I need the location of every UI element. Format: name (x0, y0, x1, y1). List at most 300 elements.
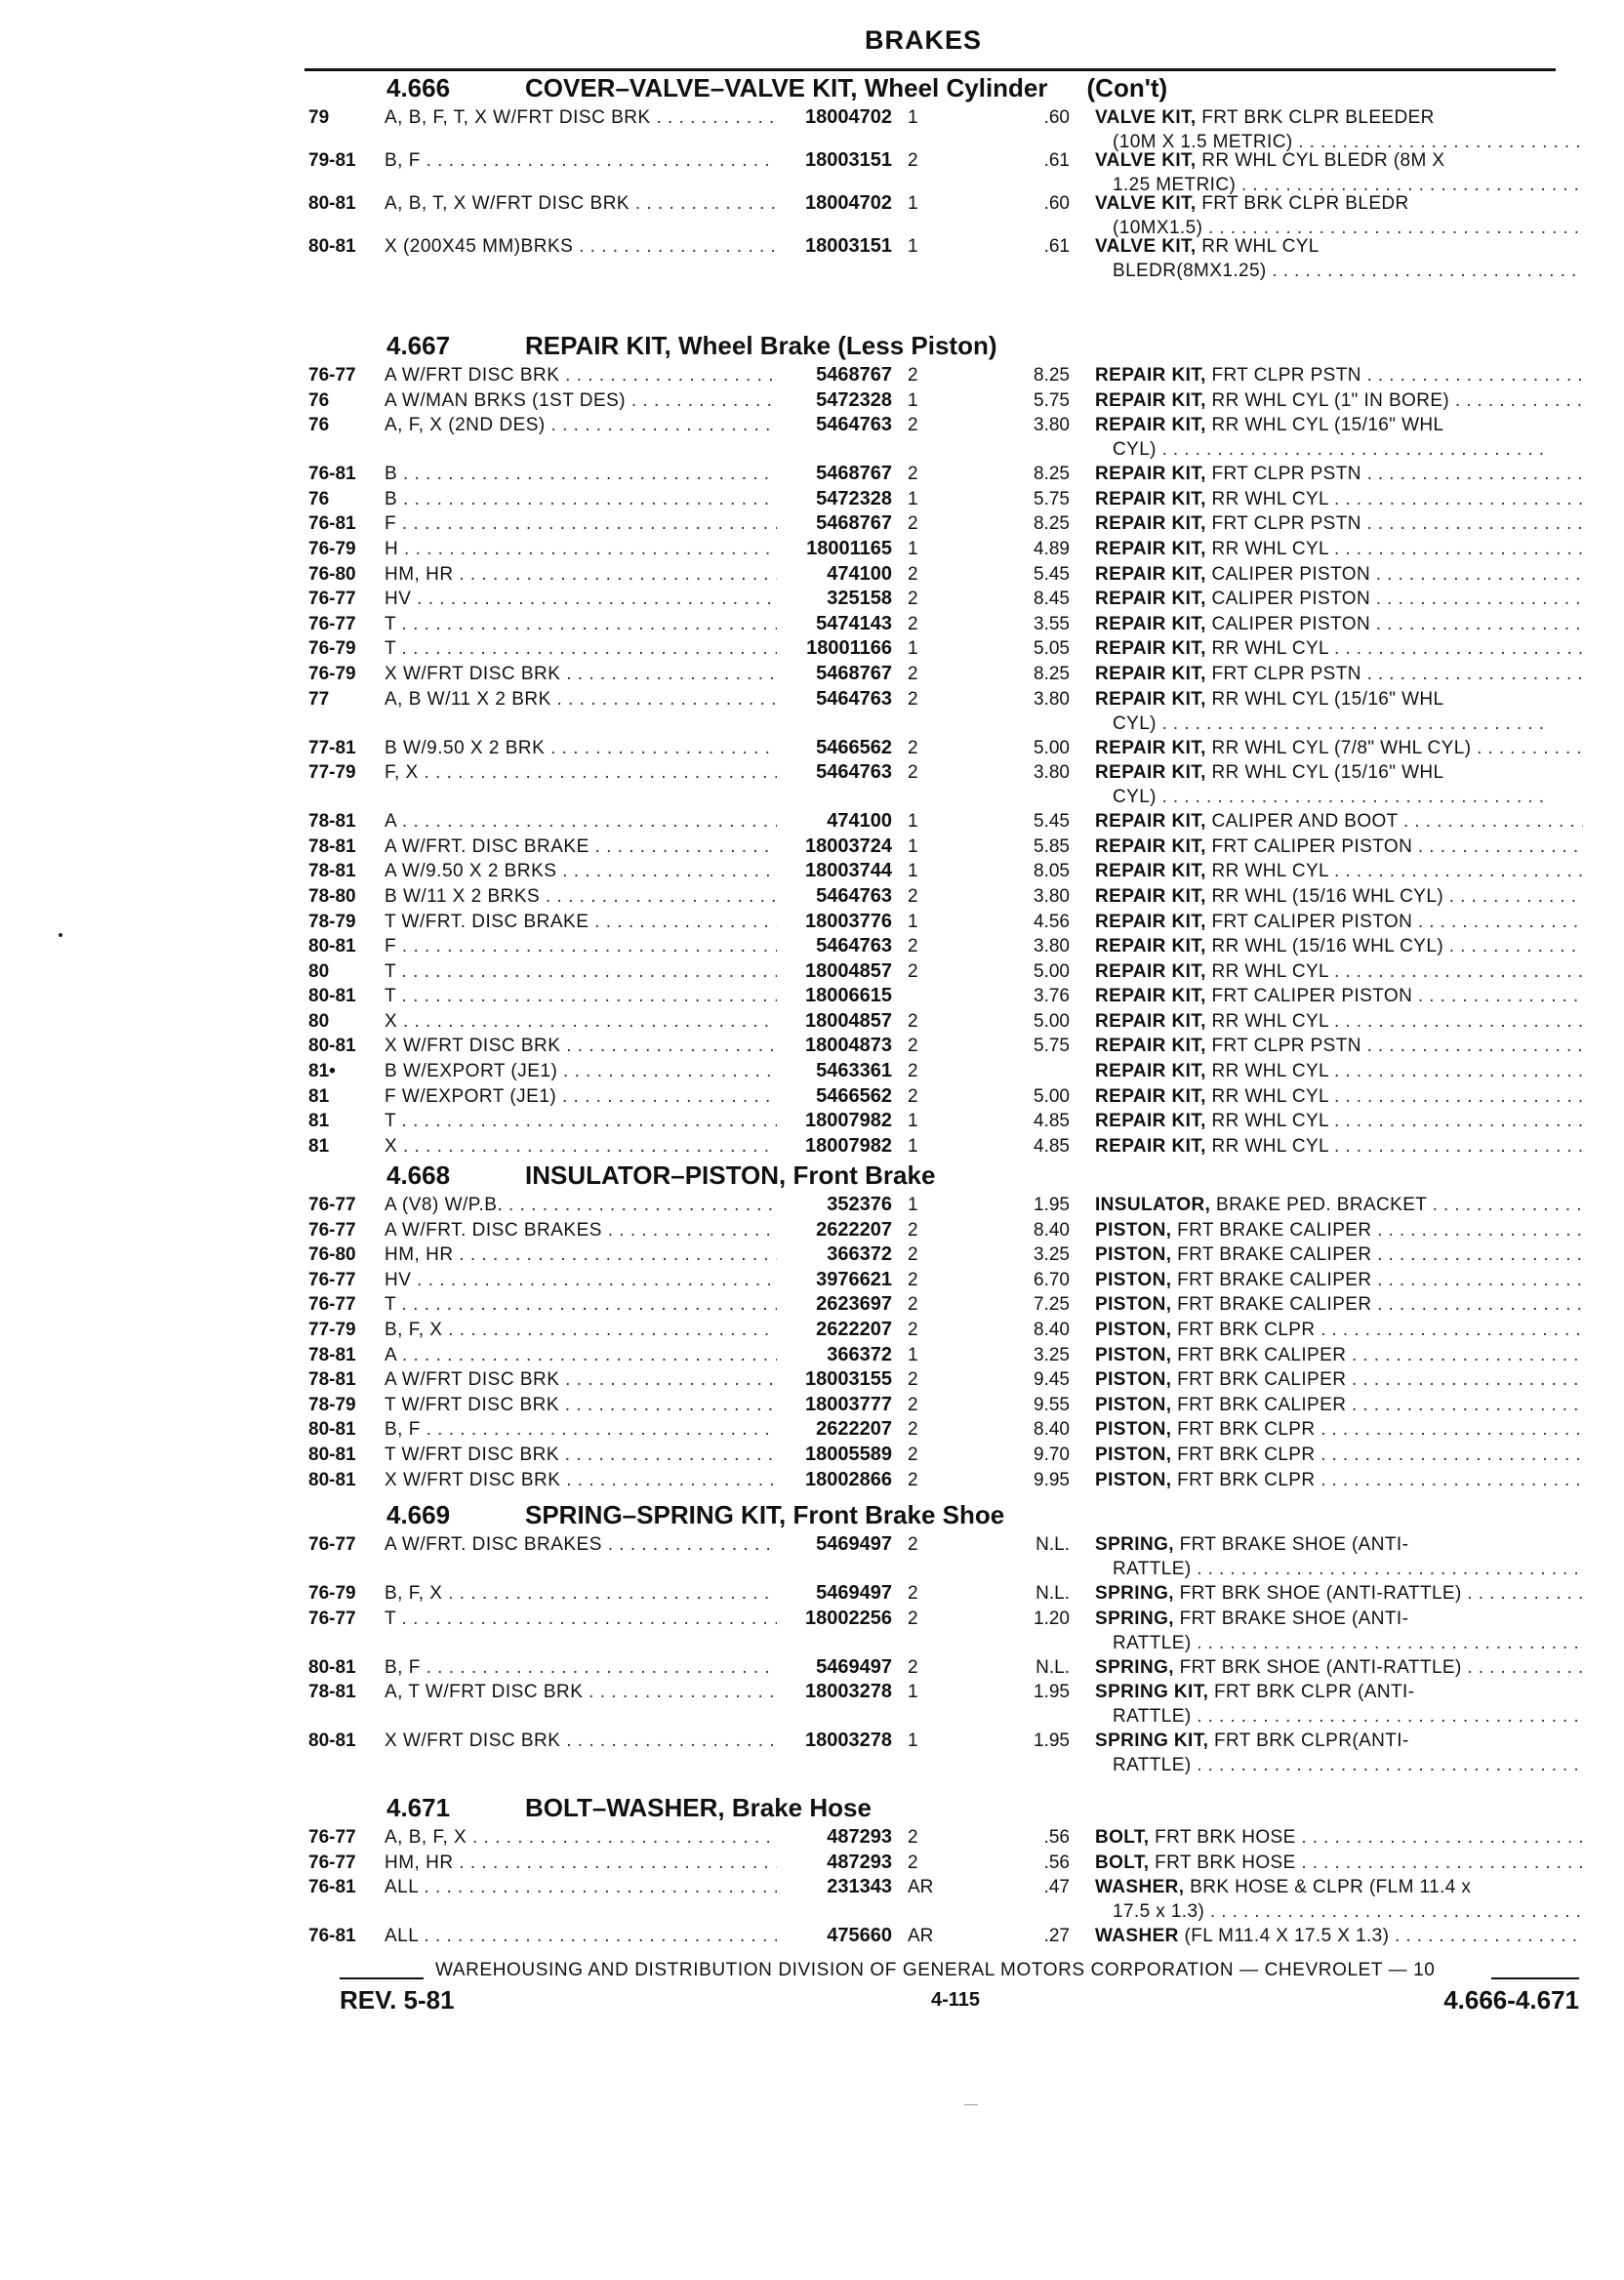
part-number: 5464763 (816, 935, 892, 957)
table-row (308, 1109, 1577, 1134)
part-name-line (1095, 1268, 1583, 1292)
section-number: 4.669 (386, 1500, 451, 1529)
model-year: 77 (308, 688, 330, 710)
part-name-detail: FRT BRK CLPR (1171, 1444, 1316, 1465)
model-description: B W/9.50 X 2 BRK . . . (385, 736, 777, 760)
part-name-bold: REPAIR KIT, (1095, 885, 1206, 907)
part-name-continuation: BLEDR(8MX1.25) . . . (1095, 259, 1583, 283)
part-name-detail: RR WHL CYL BLEDR (8M X (1196, 150, 1445, 171)
price: 9.55 (1034, 1394, 1070, 1415)
part-number: 5466562 (816, 736, 892, 758)
quantity: 2 (908, 1469, 918, 1490)
model-year: 76-77 (308, 1852, 356, 1873)
part-number: 231343 (827, 1876, 892, 1898)
part-name-bold: REPAIR KIT, (1095, 613, 1206, 634)
part-name-bold: REPAIR KIT, (1095, 861, 1206, 882)
part-number: 18002256 (805, 1607, 892, 1629)
part-name (1095, 1134, 1583, 1159)
part-number: 3976621 (816, 1268, 892, 1290)
quantity: 1 (908, 1135, 918, 1157)
part-number: 5469497 (816, 1533, 892, 1555)
part-name (1095, 487, 1583, 511)
quantity: 2 (908, 1294, 918, 1316)
quantity: 2 (908, 1219, 918, 1241)
price: 8.40 (1034, 1419, 1070, 1441)
model-description: A W/FRT. DISC BRAKES . . . (385, 1218, 777, 1242)
model-description: B . . . (385, 462, 777, 486)
section-title: SPRING–SPRING KIT, Front Brake Shoe (525, 1500, 1005, 1529)
part-name-line (1095, 1318, 1583, 1342)
price: 3.25 (1034, 1344, 1070, 1365)
price: 4.85 (1034, 1135, 1070, 1157)
catalog-section (308, 72, 1577, 281)
quantity: 2 (908, 936, 918, 957)
part-name-detail: FRT BRAKE CALIPER (1171, 1244, 1372, 1266)
part-name (1095, 612, 1583, 636)
part-name-continuation: 17.5 x 1.3) . . . (1095, 1899, 1583, 1924)
part-number: 5469497 (816, 1582, 892, 1604)
part-name-line (1095, 1292, 1583, 1317)
part-number: 5472328 (816, 487, 892, 509)
part-name-bold: VALVE KIT, (1095, 236, 1197, 257)
part-name-line (1095, 587, 1583, 611)
part-name-line (1095, 388, 1583, 413)
model-description: B, F . . . (385, 1417, 777, 1442)
part-name (1095, 562, 1583, 587)
part-name (1095, 1532, 1583, 1581)
part-name-bold: REPAIR KIT, (1095, 663, 1206, 684)
footer-publisher: WAREHOUSING AND DISTRIBUTION DIVISION OF GENERAL MOTORS CORPORATION — CHEVROLET — 10 (435, 1960, 1436, 1980)
quantity: 1 (908, 236, 918, 257)
price: 8.45 (1034, 589, 1070, 610)
model-year: 80-81 (308, 936, 356, 957)
part-name-line (1095, 1367, 1583, 1392)
part-number: 475660 (827, 1925, 892, 1947)
table-row (308, 1084, 1577, 1110)
model-year: 76-77 (308, 1195, 356, 1215)
model-year: 76-77 (308, 1269, 356, 1290)
model-year: 80 (308, 960, 330, 982)
quantity: 2 (908, 1534, 918, 1555)
table-row (308, 1851, 1577, 1876)
part-number: 18005589 (805, 1443, 892, 1465)
table-row (308, 984, 1577, 1009)
table-row (308, 1134, 1577, 1160)
quantity: 1 (908, 488, 918, 509)
part-name-line (1095, 959, 1583, 984)
table-row (308, 1468, 1577, 1493)
page-footer (340, 1960, 1579, 2018)
quantity: 2 (908, 365, 918, 386)
part-number: 18004702 (805, 106, 892, 128)
part-name-line (1095, 910, 1583, 934)
part-number: 18007982 (805, 1110, 892, 1132)
model-year: 76 (308, 389, 330, 411)
part-name-line (1095, 835, 1583, 859)
model-year: 77-81 (308, 737, 356, 758)
model-year: 78-81 (308, 811, 356, 833)
part-name-detail: FRT CLPR PSTN (1205, 1036, 1361, 1057)
part-name-line (1095, 1343, 1583, 1367)
part-number: 18001165 (806, 537, 892, 559)
model-description: X W/FRT DISC BRK . . . (385, 1034, 777, 1058)
part-name (1095, 736, 1583, 760)
model-year: 76-77 (308, 1827, 356, 1848)
price: 3.76 (1034, 986, 1070, 1007)
part-name (1095, 191, 1583, 240)
part-name-bold: REPAIR KIT, (1095, 415, 1206, 436)
part-name-detail: RR WHL (15/16 WHL CYL) (1205, 936, 1444, 957)
price: 9.95 (1034, 1469, 1070, 1490)
part-number: 18002866 (805, 1468, 892, 1490)
table-row (308, 511, 1577, 537)
table-row (308, 662, 1577, 687)
part-name-bold: SPRING KIT, (1095, 1682, 1209, 1703)
quantity: 2 (908, 464, 918, 485)
part-name-line (1095, 884, 1583, 909)
quantity: 1 (908, 861, 918, 882)
part-name-detail: RR WHL CYL (1205, 1135, 1329, 1157)
part-name-detail: FRT BRK HOSE (1149, 1827, 1296, 1848)
part-name-detail: RR WHL CYL (15/16" WHL (1205, 415, 1444, 436)
model-description: A W/9.50 X 2 BRKS . . . (385, 859, 777, 883)
model-year: 76-79 (308, 1583, 356, 1604)
part-name-detail: CALIPER AND BOOT (1205, 811, 1399, 833)
table-row (308, 1218, 1577, 1243)
part-name (1095, 1059, 1583, 1083)
part-name-continuation: 1.25 METRIC) . . . (1095, 173, 1583, 197)
quantity: 2 (908, 1269, 918, 1290)
part-number: 474100 (827, 810, 892, 833)
part-number: 352376 (827, 1194, 892, 1215)
part-name (1095, 1468, 1583, 1492)
price: 4.85 (1034, 1111, 1070, 1132)
quantity: 1 (908, 911, 918, 932)
part-name-bold: VALVE KIT, (1095, 150, 1197, 171)
part-name-line (1095, 934, 1583, 958)
part-number: 18004702 (805, 192, 892, 214)
table-row (308, 884, 1577, 910)
part-name-continuation: (10MX1.5) . . . (1095, 216, 1583, 240)
quantity: 2 (908, 563, 918, 585)
price: .27 (1043, 1926, 1070, 1947)
table-row (308, 636, 1577, 662)
price: .61 (1043, 236, 1070, 257)
part-name (1095, 1193, 1583, 1217)
table-row (308, 612, 1577, 637)
quantity: AR (908, 1877, 934, 1898)
part-name-detail: FRT BRK CLPR (1171, 1469, 1316, 1490)
part-name (1095, 1218, 1583, 1242)
model-year: 80-81 (308, 1036, 356, 1057)
part-name (1095, 1924, 1583, 1948)
table-row (308, 736, 1577, 761)
part-name-detail: BRAKE PED. BRACKET (1210, 1195, 1427, 1215)
quantity: 2 (908, 960, 918, 982)
table-row (308, 388, 1577, 414)
model-year: 76-79 (308, 538, 356, 559)
part-name-detail: RR WHL CYL (1205, 1010, 1329, 1032)
part-name (1095, 1607, 1583, 1655)
table-row (308, 1292, 1577, 1318)
model-year: 80-81 (308, 236, 356, 257)
price: 3.80 (1034, 688, 1070, 710)
part-name-detail: FRT BRK CLPR (ANTI- (1208, 1682, 1415, 1703)
part-name-detail: FRT CALIPER PISTON (1205, 911, 1413, 932)
part-number: 18006615 (805, 985, 892, 1007)
section-number: 4.668 (386, 1160, 451, 1190)
part-number: 18004857 (805, 1009, 892, 1032)
part-number: 18004857 (805, 959, 892, 982)
part-number: 18004873 (805, 1035, 892, 1057)
part-name-bold: REPAIR KIT, (1095, 1061, 1206, 1082)
part-name (1095, 934, 1583, 958)
part-number: 18003777 (805, 1393, 892, 1415)
part-name-detail: RR WHL CYL (1196, 236, 1320, 257)
part-name-line (1095, 1034, 1583, 1058)
price: 1.95 (1034, 1682, 1070, 1703)
part-number: 2622207 (816, 1418, 892, 1441)
part-name (1095, 1292, 1583, 1317)
part-name-line (1095, 462, 1583, 486)
part-name-bold: SPRING, (1095, 1608, 1174, 1629)
part-name-bold: REPAIR KIT, (1095, 365, 1206, 386)
part-name-detail: FRT BRK CLPR (1171, 1419, 1316, 1441)
model-description: B, F . . . (385, 148, 777, 173)
part-name-line (1095, 1134, 1583, 1159)
part-name-detail: FRT BRK CALIPER (1171, 1344, 1347, 1365)
model-description: ALL . . . (385, 1875, 777, 1899)
model-year: 80-81 (308, 986, 356, 1007)
price: 5.00 (1034, 960, 1070, 982)
part-number: 18001166 (806, 637, 892, 660)
quantity: 1 (908, 638, 918, 660)
table-row (308, 1443, 1577, 1468)
part-name (1095, 1009, 1583, 1034)
section-range: 4.666-4.671 (1443, 1985, 1579, 2015)
part-name-bold: REPAIR KIT, (1095, 936, 1206, 957)
price: 4.89 (1034, 538, 1070, 559)
model-description: B W/EXPORT (JE1) . . . (385, 1059, 777, 1083)
part-name-detail: FRT BRAKE CALIPER (1171, 1269, 1372, 1290)
price: N.L. (1035, 1583, 1070, 1604)
part-name (1095, 959, 1583, 984)
table-row (308, 1680, 1577, 1729)
model-year: 76-81 (308, 1926, 356, 1947)
model-year: 76-77 (308, 589, 356, 610)
model-description: T . . . (385, 612, 777, 636)
price: 5.85 (1034, 835, 1070, 857)
part-name-continuation: RATTLE) . . . (1095, 1557, 1583, 1581)
part-name-line (1095, 1218, 1583, 1242)
part-number: 18003278 (805, 1681, 892, 1703)
page-header (304, 23, 1556, 70)
table-row (308, 487, 1577, 512)
table-row (308, 1059, 1577, 1084)
model-year: 78-79 (308, 1394, 356, 1415)
part-name (1095, 1109, 1583, 1133)
model-year: 81 (308, 1111, 330, 1132)
model-year: 80-81 (308, 1419, 356, 1441)
part-name (1095, 636, 1583, 661)
quantity: AR (908, 1926, 934, 1947)
price: 1.95 (1034, 1730, 1070, 1752)
part-name-bold: BOLT, (1095, 1827, 1150, 1848)
model-year: 76-79 (308, 638, 356, 660)
part-name-continuation: CYL) . . . (1095, 437, 1583, 462)
part-name (1095, 105, 1583, 154)
part-name-bold: REPAIR KIT, (1095, 464, 1206, 485)
model-description: X W/FRT DISC BRK . . . (385, 662, 777, 686)
part-name-detail: FRT BRK CALIPER (1171, 1394, 1347, 1415)
price: 9.45 (1034, 1369, 1070, 1391)
price: 3.80 (1034, 762, 1070, 784)
part-name-detail: RR WHL (15/16 WHL CYL) (1205, 885, 1444, 907)
quantity: 2 (908, 1036, 918, 1057)
part-name-line (1095, 562, 1583, 587)
model-description: X W/FRT DISC BRK . . . (385, 1468, 777, 1492)
part-name-detail: RR WHL CYL (1205, 538, 1329, 559)
price: .61 (1043, 150, 1070, 171)
part-number: 5468767 (816, 512, 892, 535)
part-number: 325158 (827, 588, 892, 610)
price: .47 (1043, 1877, 1070, 1898)
part-name-detail: FRT CLPR PSTN (1205, 365, 1361, 386)
quantity: 2 (908, 762, 918, 784)
price: 1.20 (1034, 1608, 1070, 1629)
section-heading (308, 1499, 1577, 1530)
table-row (308, 105, 1577, 152)
part-name-bold: PISTON, (1095, 1394, 1172, 1415)
part-number: 18003776 (805, 910, 892, 932)
model-description: T W/FRT DISC BRK . . . (385, 1393, 777, 1417)
model-description: T W/FRT DISC BRK . . . (385, 1443, 777, 1467)
price: 5.05 (1034, 638, 1070, 660)
model-description: A W/FRT. DISC BRAKE . . . (385, 835, 777, 859)
quantity: 2 (908, 1085, 918, 1107)
model-description: T . . . (385, 1292, 777, 1317)
model-description: T . . . (385, 959, 777, 984)
part-name-bold: REPAIR KIT, (1095, 563, 1206, 585)
part-name-detail: FRT BRK CALIPER (1171, 1369, 1347, 1391)
model-year: 76-77 (308, 613, 356, 634)
part-name-detail: FRT BRK CLPR BLEDR (1196, 193, 1409, 214)
part-number: 5464763 (816, 761, 892, 784)
model-description: X . . . (385, 1134, 777, 1159)
part-name-bold: REPAIR KIT, (1095, 638, 1206, 660)
part-number: 18003744 (805, 860, 892, 882)
catalog-section (308, 1499, 1577, 1777)
part-name-line (1095, 1875, 1583, 1899)
part-name-line (1095, 537, 1583, 561)
price: 5.00 (1034, 1010, 1070, 1032)
part-name-detail: FRT CLPR PSTN (1205, 464, 1361, 485)
part-name-bold: PISTON, (1095, 1269, 1172, 1290)
model-description: B, F, X . . . (385, 1318, 777, 1342)
part-name-bold: VALVE KIT, (1095, 107, 1197, 128)
table-row (308, 1343, 1577, 1368)
table-row (308, 148, 1577, 195)
price: 3.80 (1034, 936, 1070, 957)
part-name-detail: FRT BRAKE CALIPER (1171, 1294, 1372, 1316)
revision-date: REV. 5-81 (340, 1985, 455, 2015)
part-name-detail: RR WHL CYL (1205, 861, 1329, 882)
part-number: 18003151 (805, 149, 892, 171)
section-continued: (Con't) (1086, 73, 1168, 102)
model-description: ALL . . . (385, 1924, 777, 1948)
part-name-detail: FRT CALIPER PISTON (1205, 986, 1413, 1007)
quantity: 2 (908, 415, 918, 436)
part-number: 18003724 (805, 835, 892, 857)
part-name-line (1095, 1607, 1583, 1631)
part-name-line (1095, 1193, 1583, 1217)
part-name-continuation: RATTLE) . . . (1095, 1704, 1583, 1729)
price: 6.70 (1034, 1269, 1070, 1290)
part-name (1095, 1680, 1583, 1729)
part-name-bold: PISTON, (1095, 1469, 1172, 1490)
model-year: 76-81 (308, 464, 356, 485)
part-name-bold: SPRING, (1095, 1583, 1174, 1604)
table-row (308, 1193, 1577, 1218)
model-year: 76-79 (308, 663, 356, 684)
price: 8.05 (1034, 861, 1070, 882)
price: 3.80 (1034, 885, 1070, 907)
price: 8.25 (1034, 464, 1070, 485)
header-rule (304, 68, 1556, 71)
model-description: B W/11 X 2 BRKS . . . (385, 884, 777, 909)
quantity: 2 (908, 1608, 918, 1629)
table-row (308, 835, 1577, 860)
quantity: 1 (908, 1730, 918, 1752)
part-name (1095, 1875, 1583, 1924)
part-name-detail: FRT CLPR PSTN (1205, 513, 1361, 535)
model-year: 77-79 (308, 1319, 356, 1340)
part-number: 5464763 (816, 884, 892, 907)
part-number: 2622207 (816, 1218, 892, 1241)
part-name (1095, 1367, 1583, 1392)
model-year: 80-81 (308, 1444, 356, 1465)
model-year: 78-81 (308, 835, 356, 857)
part-name-detail: CALIPER PISTON (1205, 563, 1371, 585)
part-number: 487293 (827, 1851, 892, 1873)
part-name-bold: REPAIR KIT, (1095, 488, 1206, 509)
model-year: 76-77 (308, 1608, 356, 1629)
part-name-detail: CALIPER PISTON (1205, 589, 1371, 610)
part-name-continuation: RATTLE) . . . (1095, 1753, 1583, 1777)
model-description: A W/FRT DISC BRK . . . (385, 1367, 777, 1392)
model-year: 78-81 (308, 1682, 356, 1703)
price: 4.56 (1034, 911, 1070, 932)
part-number: 366372 (827, 1343, 892, 1365)
part-name-line (1095, 687, 1583, 712)
part-name (1095, 1581, 1583, 1606)
model-year: 80-81 (308, 193, 356, 214)
page-title: BRAKES (865, 25, 983, 55)
section-number: 4.667 (386, 331, 451, 360)
price: 8.25 (1034, 365, 1070, 386)
part-number: 5466562 (816, 1084, 892, 1107)
table-row (308, 191, 1577, 238)
part-name-detail: FRT BRK CLPR BLEEDER (1196, 107, 1435, 128)
part-name-bold: REPAIR KIT, (1095, 911, 1206, 932)
price: 9.70 (1034, 1444, 1070, 1465)
part-name-bold: REPAIR KIT, (1095, 389, 1206, 411)
table-row (308, 562, 1577, 588)
table-row (308, 413, 1577, 462)
quantity: 2 (908, 1319, 918, 1340)
part-name-bold: REPAIR KIT, (1095, 589, 1206, 610)
catalog-section (308, 1792, 1577, 1949)
